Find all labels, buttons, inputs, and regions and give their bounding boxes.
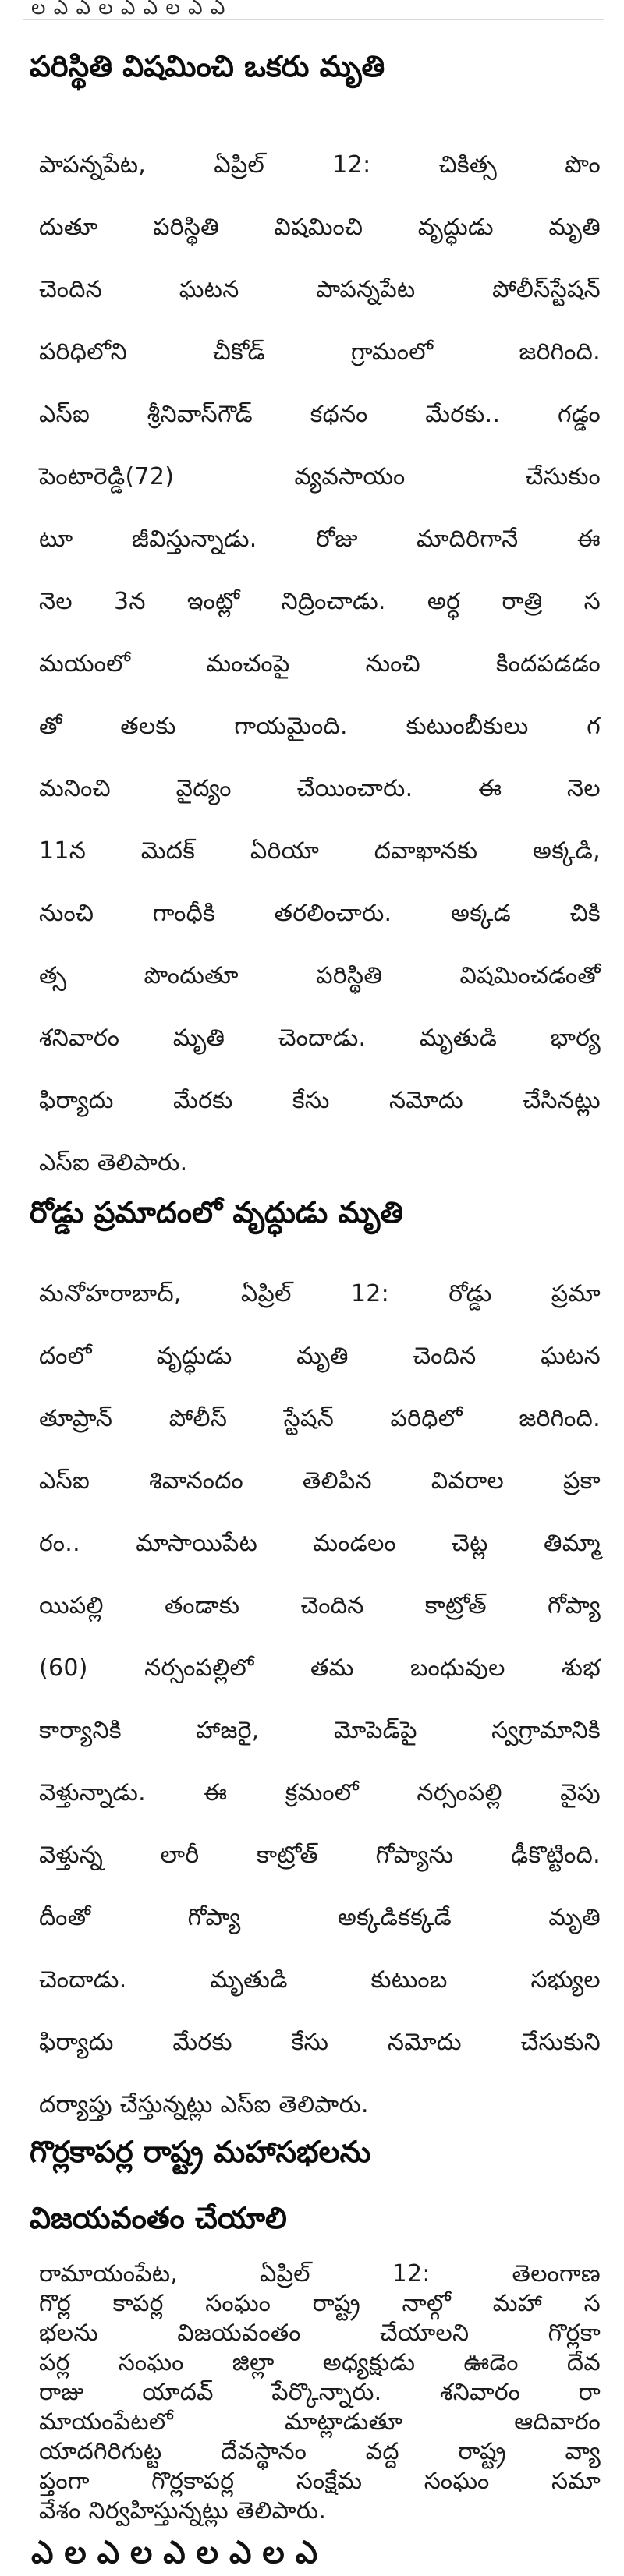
article-2-line: యిపల్లి తండాకు చెందిన కాట్రోత్ గోప్యా <box>39 1592 601 1619</box>
cut-off-bottom-headline: ఎ ల ఎ ల ఎ ల ఎ ల ఎ <box>31 2535 318 2571</box>
article-3-body <box>39 2259 601 2526</box>
article-2-line: చెందాడు. మృతుడి కుటుంబ సభ్యుల <box>39 1966 601 1994</box>
article-1-line: టూ జీవిస్తున్నాడు. రోజు మాదిరిగానే ఈ <box>39 525 601 553</box>
article-1-line: 11న మెదక్ ఏరియా దవాఖానకు అక్కడి, <box>39 837 601 865</box>
article-3-line: గొర్ల కాపర్ల సంఘం రాష్ట్ర నాల్గో మహా స <box>39 2290 601 2317</box>
article-1-line: మనించి వైద్యం చేయించారు. ఈ నెల <box>39 775 601 802</box>
article-3-headline-line-2: విజయవంతం చేయాలి <box>30 2201 287 2235</box>
article-2-line: ఎస్ఐ శివానందం తెలిపిన వివరాల ప్రకా <box>39 1467 601 1495</box>
article-2-line: ఫిర్యాదు మేరకు కేసు నమోదు చేసుకుని <box>39 2029 601 2056</box>
article-1-line: తో తలకు గాయమైంది. కుటుంబీకులు గ <box>39 713 601 740</box>
article-2-line: తూప్రాన్ పోలీస్ స్టేషన్ పరిధిలో జరిగింది. <box>39 1405 601 1432</box>
article-1-line: పరిధిలోని చీకోడ్ గ్రామంలో జరిగింది. <box>39 338 601 366</box>
article-2-line: దీంతో గోప్యా అక్కడికక్కడే మృతి <box>39 1904 601 1931</box>
article-1-line: ఎస్ఐ శ్రీనివాస్‌గౌడ్ కథనం మేరకు.. గడ్డం <box>39 401 601 428</box>
article-2-line-last: దర్యాప్తు చేస్తున్నట్లు ఎస్ఐ తెలిపారు. <box>39 2091 369 2118</box>
article-2-headline: రోడ్డు ప్రమాదంలో వృద్ధుడు మృతి <box>30 1195 404 1230</box>
article-3-line: ప్తంగా గొర్లకాపర్ల సంక్షేమ సంఘం సమా <box>39 2468 601 2495</box>
article-1-headline: పరిస్థితి విషమించి ఒకరు మృతి <box>30 49 385 83</box>
article-1-line: పాపన్నపేట, ఏప్రిల్ 12: చికిత్స పొం <box>39 151 601 179</box>
article-1-line: దుతూ పరిస్థితి విషమించి వృద్ధుడు మృతి <box>39 214 601 241</box>
article-1-line: ఫిర్యాదు మేరకు కేసు నమోదు చేసినట్లు <box>39 1087 601 1114</box>
article-1-line: చెందిన ఘటన పాపన్నపేట పోలీస్‌స్టేషన్ <box>39 276 601 303</box>
article-3-line-last: వేశం నిర్వహిస్తున్నట్లు తెలిపారు. <box>39 2497 327 2525</box>
article-3-line: భలను విజయవంతం చేయాలని గొర్లకా <box>39 2319 601 2347</box>
article-1-line: నుంచి గాంధీకి తరలించారు. అక్కడ చికి <box>39 900 601 927</box>
cut-off-top-text: ల ఎ ఎ ల ఎ ఎ ల ఎ ఎ <box>31 0 226 19</box>
article-3-line: యాదగిరిగుట్ట దేవస్థానం వద్ద రాష్ట్ర వ్యా <box>39 2438 601 2465</box>
article-3-line: రామాయంపేట, ఏప్రిల్ 12: తెలంగాణ <box>39 2260 601 2288</box>
article-1-line-last: ఎస్ఐ తెలిపారు. <box>39 1149 188 1177</box>
article-3-line: రాజు యాదవ్ పేర్కొన్నారు. శనివారం రా <box>39 2379 601 2406</box>
article-3-line: పర్ల సంఘం జిల్లా అధ్యక్షుడు ఊడెం దేవ <box>39 2349 601 2376</box>
article-2-body <box>39 1263 601 2136</box>
article-1-line: త్స పొందుతూ పరిస్థితి విషమించడంతో <box>39 962 601 989</box>
article-1-body <box>39 134 601 1194</box>
article-3-line: మాయంపేటలో మాట్లాడుతూ ఆదివారం <box>39 2408 601 2436</box>
article-2-line: వెళ్తున్నాడు. ఈ క్రమంలో నర్సంపల్లి వైపు <box>39 1779 601 1806</box>
article-1-line: పెంటారెడ్డి(72) వ్యవసాయం చేసుకుం <box>39 463 601 490</box>
article-1-line: మయంలో మంచంపై నుంచి కిందపడడం <box>39 650 601 678</box>
article-1-line: శనివారం మృతి చెందాడు. మృతుడి భార్య <box>39 1024 601 1052</box>
article-1-line: నెల 3న ఇంట్లో నిద్రించాడు. అర్ధ రాత్రి స <box>39 588 601 615</box>
article-2-line: దంలో వృద్ధుడు మృతి చెందిన ఘటన <box>39 1343 601 1370</box>
article-2-line: మనోహరాబాద్, ఏప్రిల్ 12: రోడ్డు ప్రమా <box>39 1280 601 1307</box>
divider <box>23 19 604 20</box>
article-2-line: రం.. మాసాయిపేట మండలం చెట్ల తిమ్మా <box>39 1530 601 1557</box>
article-3-headline-line-1: గొర్లకాపర్ల రాష్ట్ర మహాసభలను <box>30 2135 371 2169</box>
article-2-line: కార్యానికి హాజరై, మోపెడ్‌పై స్వగ్రామానికి <box>39 1717 601 1744</box>
article-2-line: వెళ్తున్న లారీ కాట్రోత్ గోప్యాను ఢీకొట్టింది. <box>39 1842 601 1869</box>
article-2-line: (60) నర్సంపల్లిలో తమ బంధువుల శుభ <box>39 1654 601 1682</box>
